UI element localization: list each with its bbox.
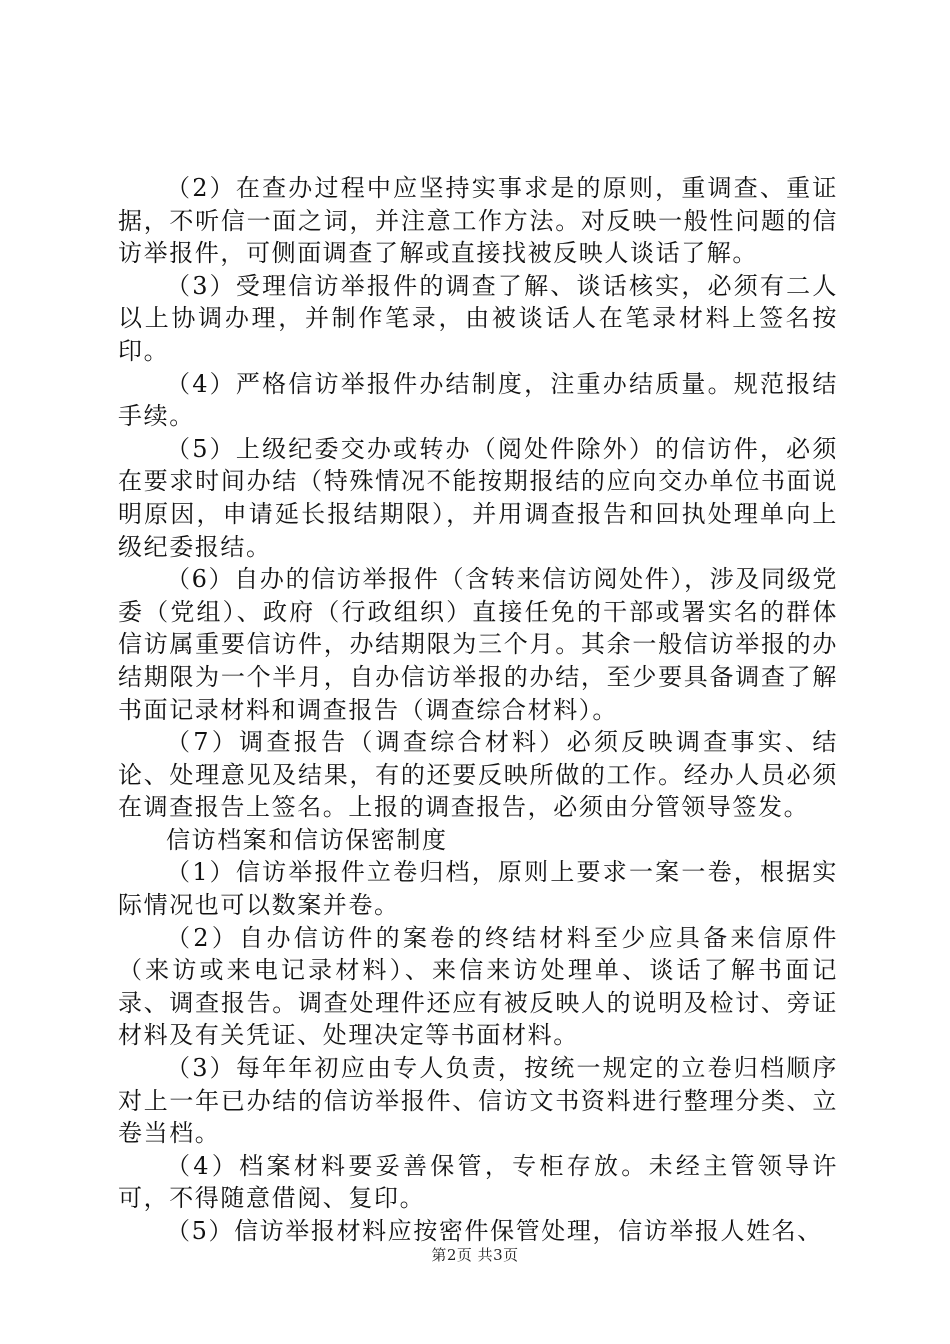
paragraph-archive-2: （2）自办信访件的案卷的终结材料至少应具备来信原件（来访或来电记录材料）、来信来访处理单、谈话了解书面记录、调查报告。调查处理件还应有被反映人的说明及检讨、旁证材料及有关凭证、处理决定等书面材料。 bbox=[118, 923, 838, 1050]
section-heading: 信访档案和信访保密制度 bbox=[166, 825, 448, 854]
paragraph-archive-4: （4）档案材料要妥善保管，专柜存放。未经主管领导许可，不得随意借阅、复印。 bbox=[118, 1151, 838, 1213]
page-number-footer: 第2页 共3页 bbox=[431, 1246, 519, 1264]
paragraph-item-4: （4）严格信访举报件办结制度，注重办结质量。规范报结手续。 bbox=[118, 369, 838, 431]
paragraph-archive-5: （5）信访举报材料应按密件保管处理，信访举报人姓名、 bbox=[166, 1217, 823, 1245]
paragraph-item-2: （2）在查办过程中应坚持实事求是的原则，重调查、重证据，不听信一面之词，并注意工作方法。对反映一般性问题的信访举报件，可侧面调查了解或直接找被反映人谈话了解。 bbox=[118, 174, 838, 268]
document-body bbox=[118, 172, 838, 1248]
paragraph-archive-1: （1）信访举报件立卷归档，原则上要求一案一卷，根据实际情况也可以数案并卷。 bbox=[118, 858, 838, 920]
paragraph-archive-3: （3）每年年初应由专人负责，按统一规定的立卷归档顺序对上一年已办结的信访举报件、信访文书资料进行整理分类、立卷当档。 bbox=[118, 1054, 838, 1148]
paragraph-item-3: （3）受理信访举报件的调查了解、谈话核实，必须有二人以上协调办理，并制作笔录，由被谈话人在笔录材料上签名按印。 bbox=[118, 271, 838, 365]
paragraph-item-7: （7）调查报告（调查综合材料）必须反映调查事实、结论、处理意见及结果，有的还要反映所做的工作。经办人员必须在调查报告上签名。上报的调查报告，必须由分管领导签发。 bbox=[118, 728, 838, 822]
paragraph-item-5: （5）上级纪委交办或转办（阅处件除外）的信访件，必须在要求时间办结（特殊情况不能按期报结的应向交办单位书面说明原因，申请延长报结期限），并用调查报告和回执处理单向上级纪委报结。 bbox=[118, 434, 838, 561]
paragraph-item-6: （6）自办的信访举报件（含转来信访阅处件），涉及同级党委（党组）、政府（行政组织）直接任免的干部或署实名的群体信访属重要信访件，办结期限为三个月。其余一般信访举报的办结期限为一个半月，自办信访举报的办结，至少要具备调查了解书面记录材料和调查报告（调查综合材料）。 bbox=[118, 565, 838, 724]
